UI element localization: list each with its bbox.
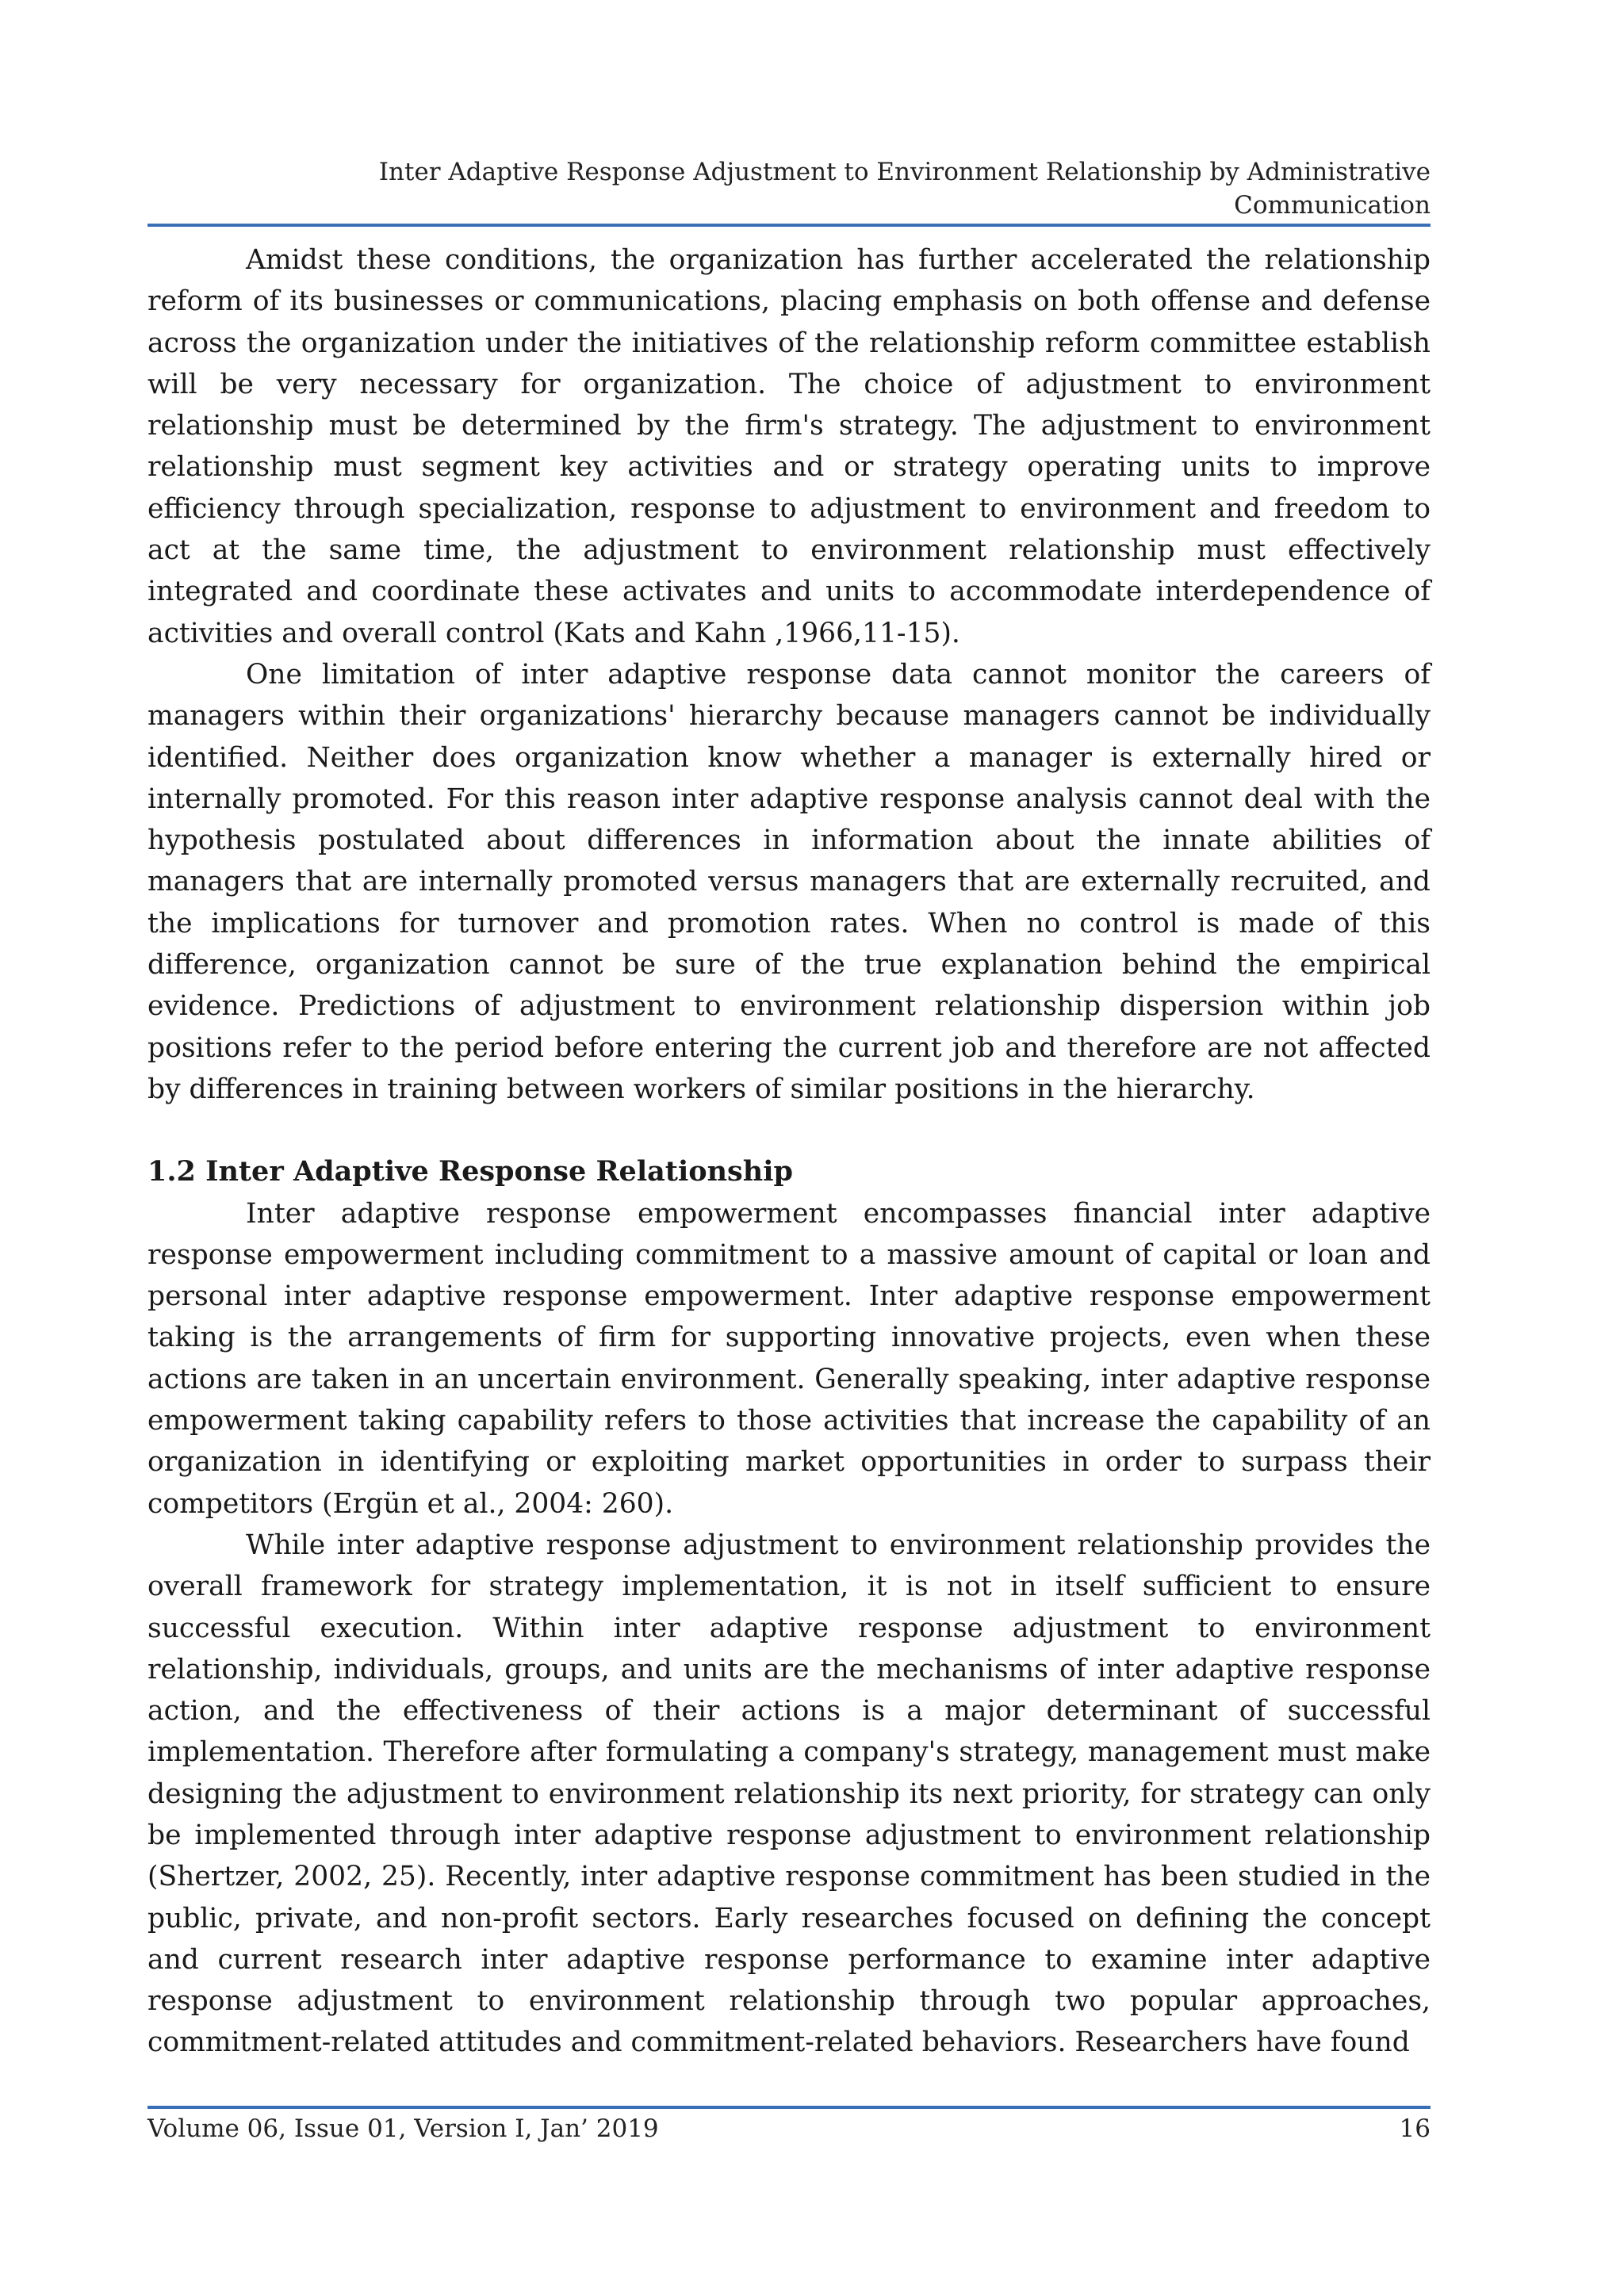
footer-rule [147,2106,1431,2109]
paragraph-2: One limitation of inter adaptive response data cannot monitor the careers of managers within their organizations' hierarchy because managers cannot be individually identified. Neither does organization know whether a manager is externally hired or internally promoted. For this reason inter adaptive response analysis cannot deal with the hypothesis postulated about differences in information about the innate abilities of managers that are internally promoted versus managers that are externally recruited, and the implications for turnover and promotion rates. When no control is made of this difference, organization cannot be sure of the true explanation behind the empirical evidence. Predictions of adjustment to environment relationship dispersion within job positions refer to the period before entering the current job and therefore are not affected by differences in training between workers of similar positions in the hierarchy. [147,658,1431,1105]
paragraph-1: Amidst these conditions, the organization has further accelerated the relationship reform of its businesses or communications, placing emphasis on both offense and defense across the organization under the initiatives of the relationship reform committee establish will be very necessary for organization. The choice of adjustment to environment relationship must be determined by the firm's strategy. The adjustment to environment relationship must segment key activities and or strategy operating units to improve efficiency through specialization, response to adjustment to environment and freedom to act at the same time, the adjustment to environment relationship must effectively integrated and coordinate these activates and units to accommodate interdependence of activities and overall control (Kats and Kahn ,1966,11-15). [147,244,1431,649]
footer-volume: Volume 06, Issue 01, Version I, Jan’ 2019 [147,2114,659,2143]
page [147,0,1431,2296]
paragraph-3: Inter adaptive response empowerment encompasses financial inter adaptive response empowerment including commitment to a massive amount of capital or loan and personal inter adaptive response empowerment. Inter adaptive response empowerment taking is the arrangements of firm for supporting innovative projects, even when these actions are taken in an uncertain environment. Generally speaking, inter adaptive response empowerment taking capability refers to those activities that increase the capability of an organization in identifying or exploiting market opportunities in order to surpass their competitors (Ergün et al., 2004: 260). [147,1197,1431,1520]
page-number: 16 [1399,2114,1431,2143]
section-heading: 1.2 Inter Adaptive Response Relationship [147,1155,793,1188]
running-header-line-1: Inter Adaptive Response Adjustment to Environment Relationship by Administrative [378,158,1431,186]
running-header [147,155,1431,222]
header-rule [147,224,1431,227]
paragraph-4: While inter adaptive response adjustment to environment relationship provides the overall framework for strategy implementation, it is not in itself sufficient to ensure successful execution. Within inter adaptive response adjustment to environment relationship, individuals, groups, and units are the mechanisms of inter adaptive response action, and the effectiveness of their actions is a major determinant of successful implementation. Therefore after formulating a company's strategy, management must make designing the adjustment to environment relationship its next priority, for strategy can only be implemented through inter adaptive response adjustment to environment relationship (Shertzer, 2002, 25). Recently, inter adaptive response commitment has been studied in the public, private, and non-profit sectors. Early researches focused on defining the concept and current research inter adaptive response performance to examine inter adaptive response adjustment to environment relationship through two popular approaches, commitment-related attitudes and commitment-related behaviors. Researchers have found [147,1529,1431,2059]
footer [147,2112,1431,2145]
running-header-line-2: Communication [1234,191,1431,220]
body-text [147,239,1431,2064]
